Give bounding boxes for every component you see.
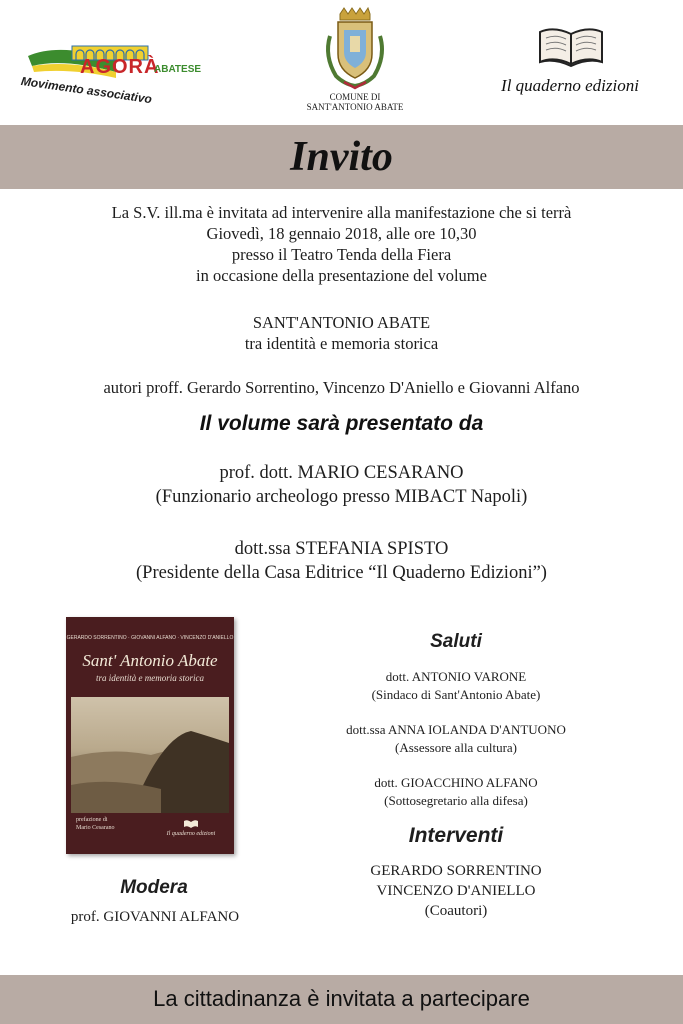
agora-arc-text: Movimento associativo	[20, 74, 153, 107]
quaderno-logo	[480, 22, 660, 102]
interventi-name-1: GERARDO SORRENTINO	[370, 863, 542, 879]
saluto-2-role: (Assessore alla cultura)	[394, 740, 517, 755]
agora-suffix: ABATESE	[154, 64, 202, 75]
saluto-3-name: dott. GIOACCHINO ALFANO	[374, 775, 538, 790]
book-cover-preface-label: prefazione di	[76, 817, 108, 823]
presented-heading: Il volume sarà presentato da	[199, 412, 484, 435]
agora-word: AGORÀ	[80, 56, 160, 78]
comune-line1: COMUNE DI	[329, 92, 381, 102]
interventi-heading: Interventi	[408, 824, 504, 847]
book-cover-publisher: Il quaderno edizioni	[166, 831, 216, 837]
saluti-heading: Saluti	[430, 631, 482, 652]
modera-name: prof. GIOVANNI ALFANO	[70, 909, 240, 925]
saluto-3-role: (Sottosegretario alla difesa)	[384, 793, 528, 808]
presenter-2-role: (Presidente della Casa Editrice “Il Quaderno Edizioni”)	[136, 563, 547, 583]
agora-logo	[20, 38, 220, 108]
presenter-1-name: prof. dott. MARIO CESARANO	[219, 463, 464, 483]
invitation-line-3: presso il Teatro Tenda della Fiera	[231, 245, 452, 264]
quaderno-name: Il quaderno edizioni	[501, 76, 639, 95]
saluto-2-name: dott.ssa ANNA IOLANDA D'ANTUONO	[346, 722, 566, 737]
book-title: SANT'ANTONIO ABATE	[252, 313, 431, 332]
invitation-line-1: La S.V. ill.ma è invitata ad intervenire alla manifestazione che si terrà	[111, 203, 572, 222]
invitation-line-4: in occasione della presentazione del volume	[196, 266, 487, 285]
interventi-name-2: VINCENZO D'ANIELLO	[376, 883, 536, 899]
saluto-1-name: dott. ANTONIO VARONE	[385, 669, 527, 684]
comune-logo	[300, 6, 410, 114]
book-cover-publisher-icon	[183, 819, 199, 829]
book-cover	[66, 617, 234, 854]
presenter-1-role: (Funzionario archeologo presso MIBACT Napoli)	[155, 487, 528, 507]
book-cover-preface-name: Mario Cesarano	[76, 825, 115, 831]
footer-text: La cittadinanza è invitata a partecipare	[153, 986, 530, 1011]
page-title: Invito	[290, 134, 393, 180]
saluto-1-role: (Sindaco di Sant'Antonio Abate)	[371, 687, 541, 702]
book-cover-subtitle: tra identità e memoria storica	[96, 673, 204, 683]
open-book-icon	[536, 22, 606, 68]
book-subtitle: tra identità e memoria storica	[244, 334, 439, 353]
authors-line: autori proff. Gerardo Sorrentino, Vincenzo D'Aniello e Giovanni Alfano	[103, 378, 580, 397]
interventi-note: (Coautori)	[424, 903, 488, 919]
book-cover-authors: GERARDO SORRENTINO · GIOVANNI ALFANO · VINCENZO D'ANIELLO	[66, 635, 234, 641]
presenter-2-name: dott.ssa STEFANIA SPISTO	[234, 539, 449, 559]
modera-heading: Modera	[120, 877, 188, 898]
comune-line2: SANT'ANTONIO ABATE	[306, 102, 404, 112]
invitation-line-2: Giovedì, 18 gennaio 2018, alle ore 10,30	[206, 224, 477, 243]
coat-of-arms-icon	[300, 6, 410, 90]
book-cover-photo	[71, 697, 229, 813]
book-cover-title: Sant' Antonio Abate	[82, 651, 218, 670]
